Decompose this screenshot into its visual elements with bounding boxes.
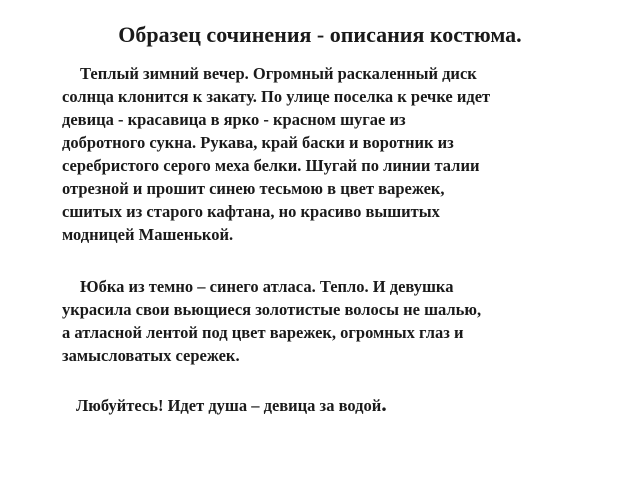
text-line: украсила свои вьющиеся золотистые волосы не шалью,	[62, 300, 482, 319]
text-line: девица - красавица в ярко - красном шугае из	[62, 110, 406, 129]
paragraph-1	[62, 62, 622, 246]
text-line: добротного сукна. Рукава, край баски и воротник из	[62, 133, 454, 152]
text-line: замысловатых сережек.	[62, 346, 240, 365]
closing-text: Любуйтесь! Идет душа – девица за водой	[76, 396, 382, 415]
page-title: Образец сочинения - описания костюма.	[118, 22, 522, 47]
text-line: отрезной и прошит синею тесьмою в цвет варежек,	[62, 179, 445, 198]
closing-line	[76, 391, 387, 419]
text-line: Юбка из темно – синего атласа. Тепло. И девушка	[80, 277, 454, 296]
closing-period: .	[381, 391, 387, 416]
text-line: серебристого серого меха белки. Шугай по линии талии	[62, 156, 480, 175]
text-line: а атласной лентой под цвет варежек, огромных глаз и	[62, 323, 464, 342]
text-line: солнца клонится к закату. По улице поселка к речке идет	[62, 87, 491, 106]
text-line: Теплый зимний вечер. Огромный раскаленный диск	[80, 64, 477, 83]
text-line: сшитых из старого кафтана, но красиво вышитых	[62, 202, 440, 221]
paragraph-2	[62, 275, 622, 367]
text-line: модницей Машенькой.	[62, 225, 234, 244]
